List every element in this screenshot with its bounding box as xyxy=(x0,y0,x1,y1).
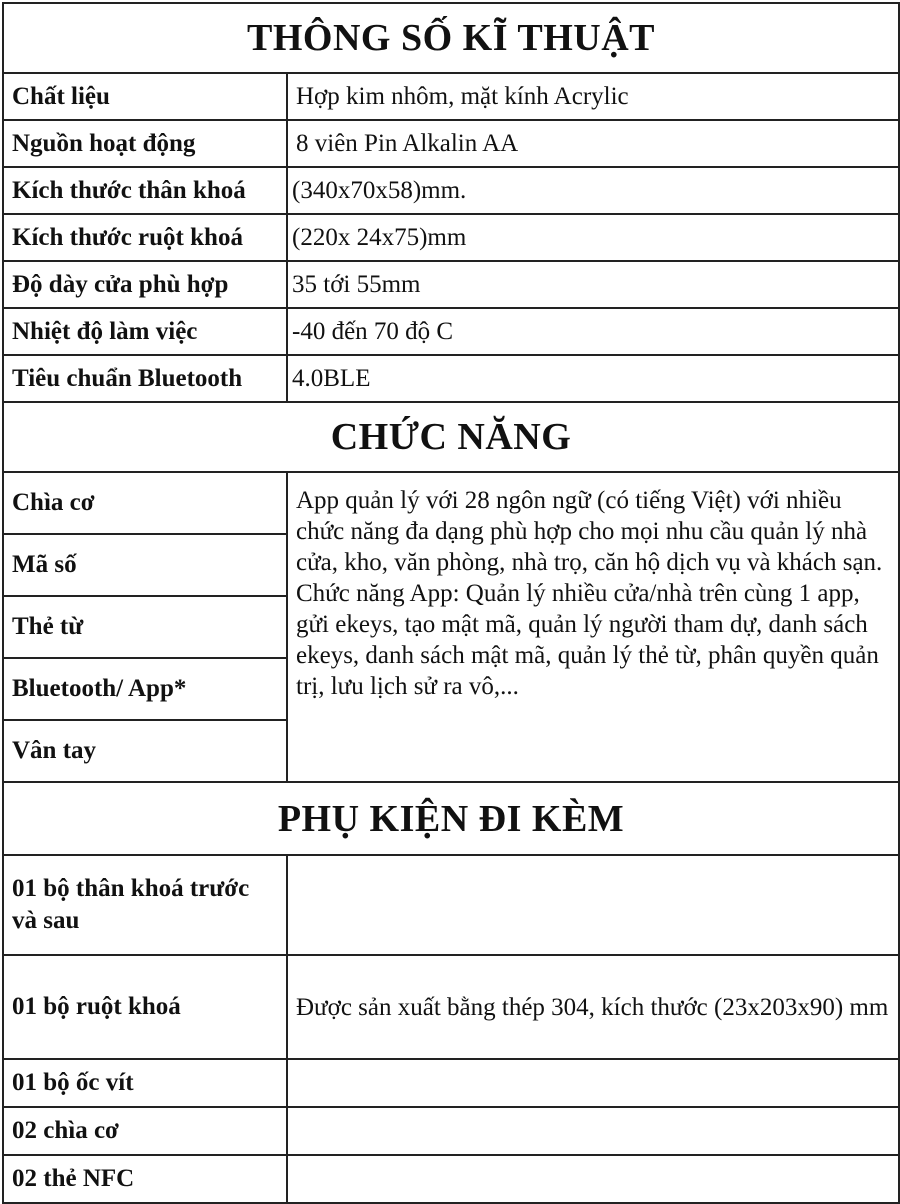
spec-label: Nhiệt độ làm việc xyxy=(3,308,287,355)
specs-title: THÔNG SỐ KĨ THUẬT xyxy=(3,3,899,73)
accessory-label: 01 bộ ruột khoá xyxy=(3,955,287,1059)
accessory-value xyxy=(287,855,899,955)
spec-row-body-size xyxy=(3,167,899,214)
accessory-value xyxy=(287,1107,899,1155)
spec-label: Kích thước thân khoá xyxy=(3,167,287,214)
accessory-row xyxy=(3,955,899,1059)
function-item: Mã số xyxy=(3,534,287,596)
accessory-label: 01 bộ thân khoá trước và sau xyxy=(3,855,287,955)
accessory-value xyxy=(287,1155,899,1203)
spec-value: 35 tới 55mm xyxy=(287,261,899,308)
spec-label: Kích thước ruột khoá xyxy=(3,214,287,261)
spec-row-power xyxy=(3,120,899,167)
spec-label: Tiêu chuẩn Bluetooth xyxy=(3,355,287,402)
accessory-row xyxy=(3,1059,899,1107)
accessory-label: 01 bộ ốc vít xyxy=(3,1059,287,1107)
spec-row-core-size xyxy=(3,214,899,261)
function-item: Chìa cơ xyxy=(3,472,287,534)
function-item: Bluetooth/ App* xyxy=(3,658,287,720)
accessory-label: 02 thẻ NFC xyxy=(3,1155,287,1203)
accessory-label: 02 chìa cơ xyxy=(3,1107,287,1155)
spec-row-temperature xyxy=(3,308,899,355)
spec-value: -40 đến 70 độ C xyxy=(287,308,899,355)
functions-description: App quản lý với 28 ngôn ngữ (có tiếng Việt) với nhiều chức năng đa dạng phù hợp cho mọi nhu cầu quản lý nhà cửa, kho, văn phòng, nhà trọ, căn hộ dịch vụ và khách sạn. Chức năng App: Quản lý nhiều cửa/nhà trên cùng 1 app, gửi ekeys, tạo mật mã, quản lý người tham dự, danh sách ekeys, danh sách mật mã, quản lý thẻ từ, phân quyền quản trị, lưu lịch sử ra vô,... xyxy=(287,472,899,782)
spec-label: Chất liệu xyxy=(3,73,287,120)
functions-title-row xyxy=(3,402,899,472)
spec-label: Nguồn hoạt động xyxy=(3,120,287,167)
spec-row-material xyxy=(3,73,899,120)
accessories-title: PHỤ KIỆN ĐI KÈM xyxy=(3,782,899,855)
spec-label: Độ dày cửa phù hợp xyxy=(3,261,287,308)
accessory-row xyxy=(3,1155,899,1203)
function-item: Vân tay xyxy=(3,720,287,782)
spec-row-door-thickness xyxy=(3,261,899,308)
spec-table xyxy=(2,2,900,1204)
spec-value: 8 viên Pin Alkalin AA xyxy=(287,120,899,167)
spec-value: Hợp kim nhôm, mặt kính Acrylic xyxy=(287,73,899,120)
specs-title-row xyxy=(3,3,899,73)
accessory-value xyxy=(287,1059,899,1107)
spec-value: (340x70x58)mm. xyxy=(287,167,899,214)
functions-title: CHỨC NĂNG xyxy=(3,402,899,472)
accessories-title-row xyxy=(3,782,899,855)
spec-row-bluetooth xyxy=(3,355,899,402)
function-row xyxy=(3,472,899,534)
accessory-row xyxy=(3,1107,899,1155)
spec-value: (220x 24x75)mm xyxy=(287,214,899,261)
accessory-value: Được sản xuất bằng thép 304, kích thước (23x203x90) mm xyxy=(287,955,899,1059)
accessory-row xyxy=(3,855,899,955)
spec-value: 4.0BLE xyxy=(287,355,899,402)
function-item: Thẻ từ xyxy=(3,596,287,658)
